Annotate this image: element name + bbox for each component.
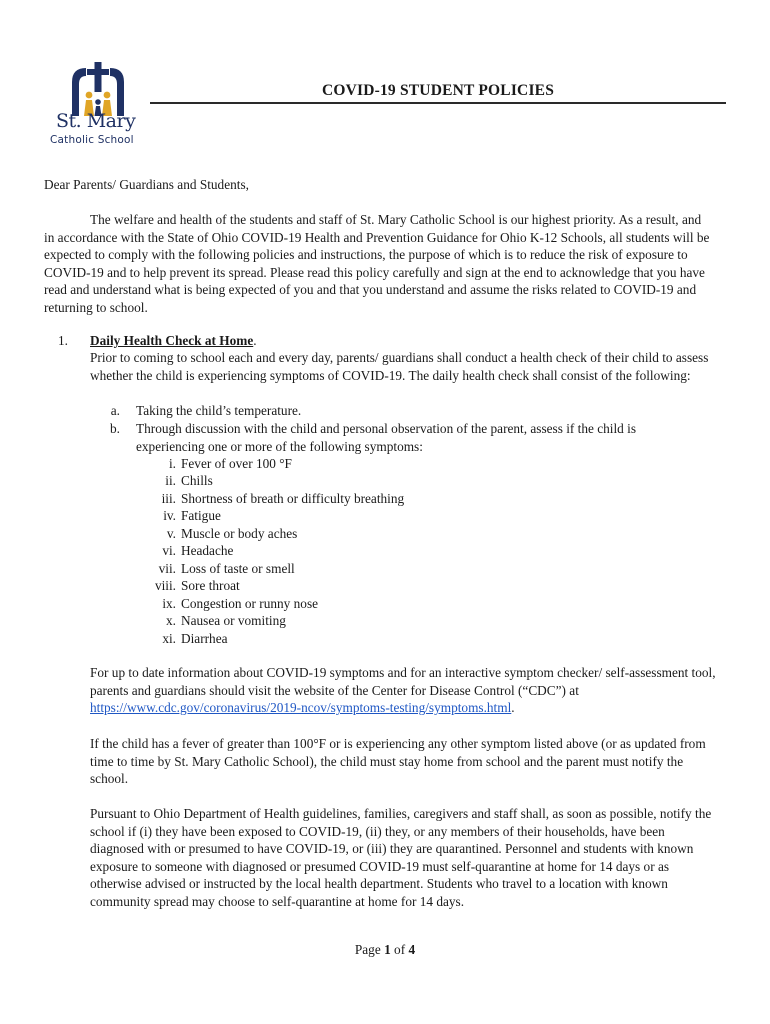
page-footer — [0, 942, 770, 958]
symptom-marker: iv. — [163, 508, 176, 523]
symptom-item: Congestion or runny nose — [181, 596, 319, 611]
symptom-marker: vi. — [162, 543, 176, 558]
symptom-marker: vii. — [158, 561, 176, 576]
symptom-item: Chills — [181, 473, 213, 488]
sub-item-text: Through discussion with the child and personal observation of the parent, assess if the child is experiencing one or more of the following symptoms: — [136, 421, 637, 454]
section-title — [90, 332, 257, 350]
greeting: Dear Parents/ Guardians and Students, — [44, 177, 249, 192]
symptom-item: Nausea or vomiting — [181, 613, 286, 628]
sub-item-text: Taking the child’s temperature. — [136, 403, 302, 418]
symptom-item: Headache — [181, 543, 234, 558]
sub-item-marker: a. — [110, 403, 120, 418]
intro-paragraph: The welfare and health of the students and staff of St. Mary Catholic School is our highest priority. As a result, and in accordance with the State of Ohio COVID-19 Health and Prevention Guidance for Ohio K-12 Schools, all students will be expected to comply with the following policies and instructions, the purpose of which is to reduce the risk of exposure to COVID-19 and to help prevent its spread. Please read this policy carefully and sign at the end to acknowledge that you have read and understand what is being expected of you and that you understand and assume the risks related to COVID-19 and returning to school. — [44, 212, 710, 315]
symptom-item: Loss of taste or smell — [181, 561, 295, 576]
logo-subtitle: Catholic School — [50, 134, 134, 146]
symptom-item: Fever of over 100 °F — [181, 456, 292, 471]
symptom-item: Fatigue — [181, 508, 221, 523]
cdc-paragraph — [90, 664, 718, 717]
page-current: 1 — [384, 942, 391, 957]
page-of-label: of — [394, 942, 406, 957]
symptom-marker: ii. — [165, 473, 176, 488]
sub-item-marker: b. — [110, 421, 120, 436]
symptom-item: Diarrhea — [181, 631, 228, 646]
symptom-item: Sore throat — [181, 578, 240, 593]
page-title: COVID-19 STUDENT POLICIES — [321, 82, 555, 99]
symptom-item: Shortness of breath or difficulty breathing — [181, 491, 405, 506]
cdc-symptoms-link[interactable]: https://www.cdc.gov/coronavirus/2019-ncov/symptoms-testing/symptoms.html — [90, 700, 512, 716]
symptom-item: Muscle or body aches — [181, 526, 298, 541]
symptom-marker: xi. — [162, 631, 176, 646]
page-total: 4 — [408, 942, 416, 957]
fever-paragraph: If the child has a fever of greater than 100°F or is experiencing any other symptom listed above (or as updated from time to time by St. Mary Catholic School), the child must stay home from school and the parent must notify the school. — [90, 736, 706, 787]
section-title-suffix: . — [253, 333, 257, 348]
cdc-text: For up to date information about COVID-19 symptoms and for an interactive symptom checker/ self-assessment tool, parents and guardians should visit the website of the Center for Disease Control (“CDC”) at — [90, 665, 716, 698]
section-number: 1. — [58, 333, 68, 348]
title-divider — [150, 102, 726, 104]
symptom-marker: x. — [166, 613, 176, 628]
school-logo — [50, 62, 146, 152]
logo-name: St. Mary — [56, 110, 136, 132]
symptom-marker: viii. — [154, 578, 176, 593]
symptom-marker: v. — [166, 526, 176, 541]
ohio-guidelines-paragraph: Pursuant to Ohio Department of Health guidelines, families, caregivers and staff shall, as soon as possible, notify the school if (i) they have been exposed to COVID-19, (ii) they, or any members of their households, have been diagnosed with or presumed to have COVID-19, or (iii) they are quarantined. Personnel and students with known exposure to someone with diagnosed or presumed COVID-19 must self-quarantine at home for 14 days or as otherwise advised or instructed by the local health department. Students who travel to a location with known community spread may choose to self-quarantine at home for 14 days. — [90, 806, 712, 909]
section-body: Prior to coming to school each and every day, parents/ guardians shall conduct a health check of their child to assess whether the child is experiencing symptoms of COVID-19. The daily health check shall consist of the following: — [90, 350, 709, 383]
symptom-marker: iii. — [161, 491, 176, 506]
symptom-marker: ix. — [162, 596, 176, 611]
page-label: Page — [354, 942, 381, 957]
cdc-text-end: . — [511, 700, 515, 716]
section-title-text: Daily Health Check at Home — [90, 333, 254, 348]
symptom-marker: i. — [168, 456, 176, 471]
